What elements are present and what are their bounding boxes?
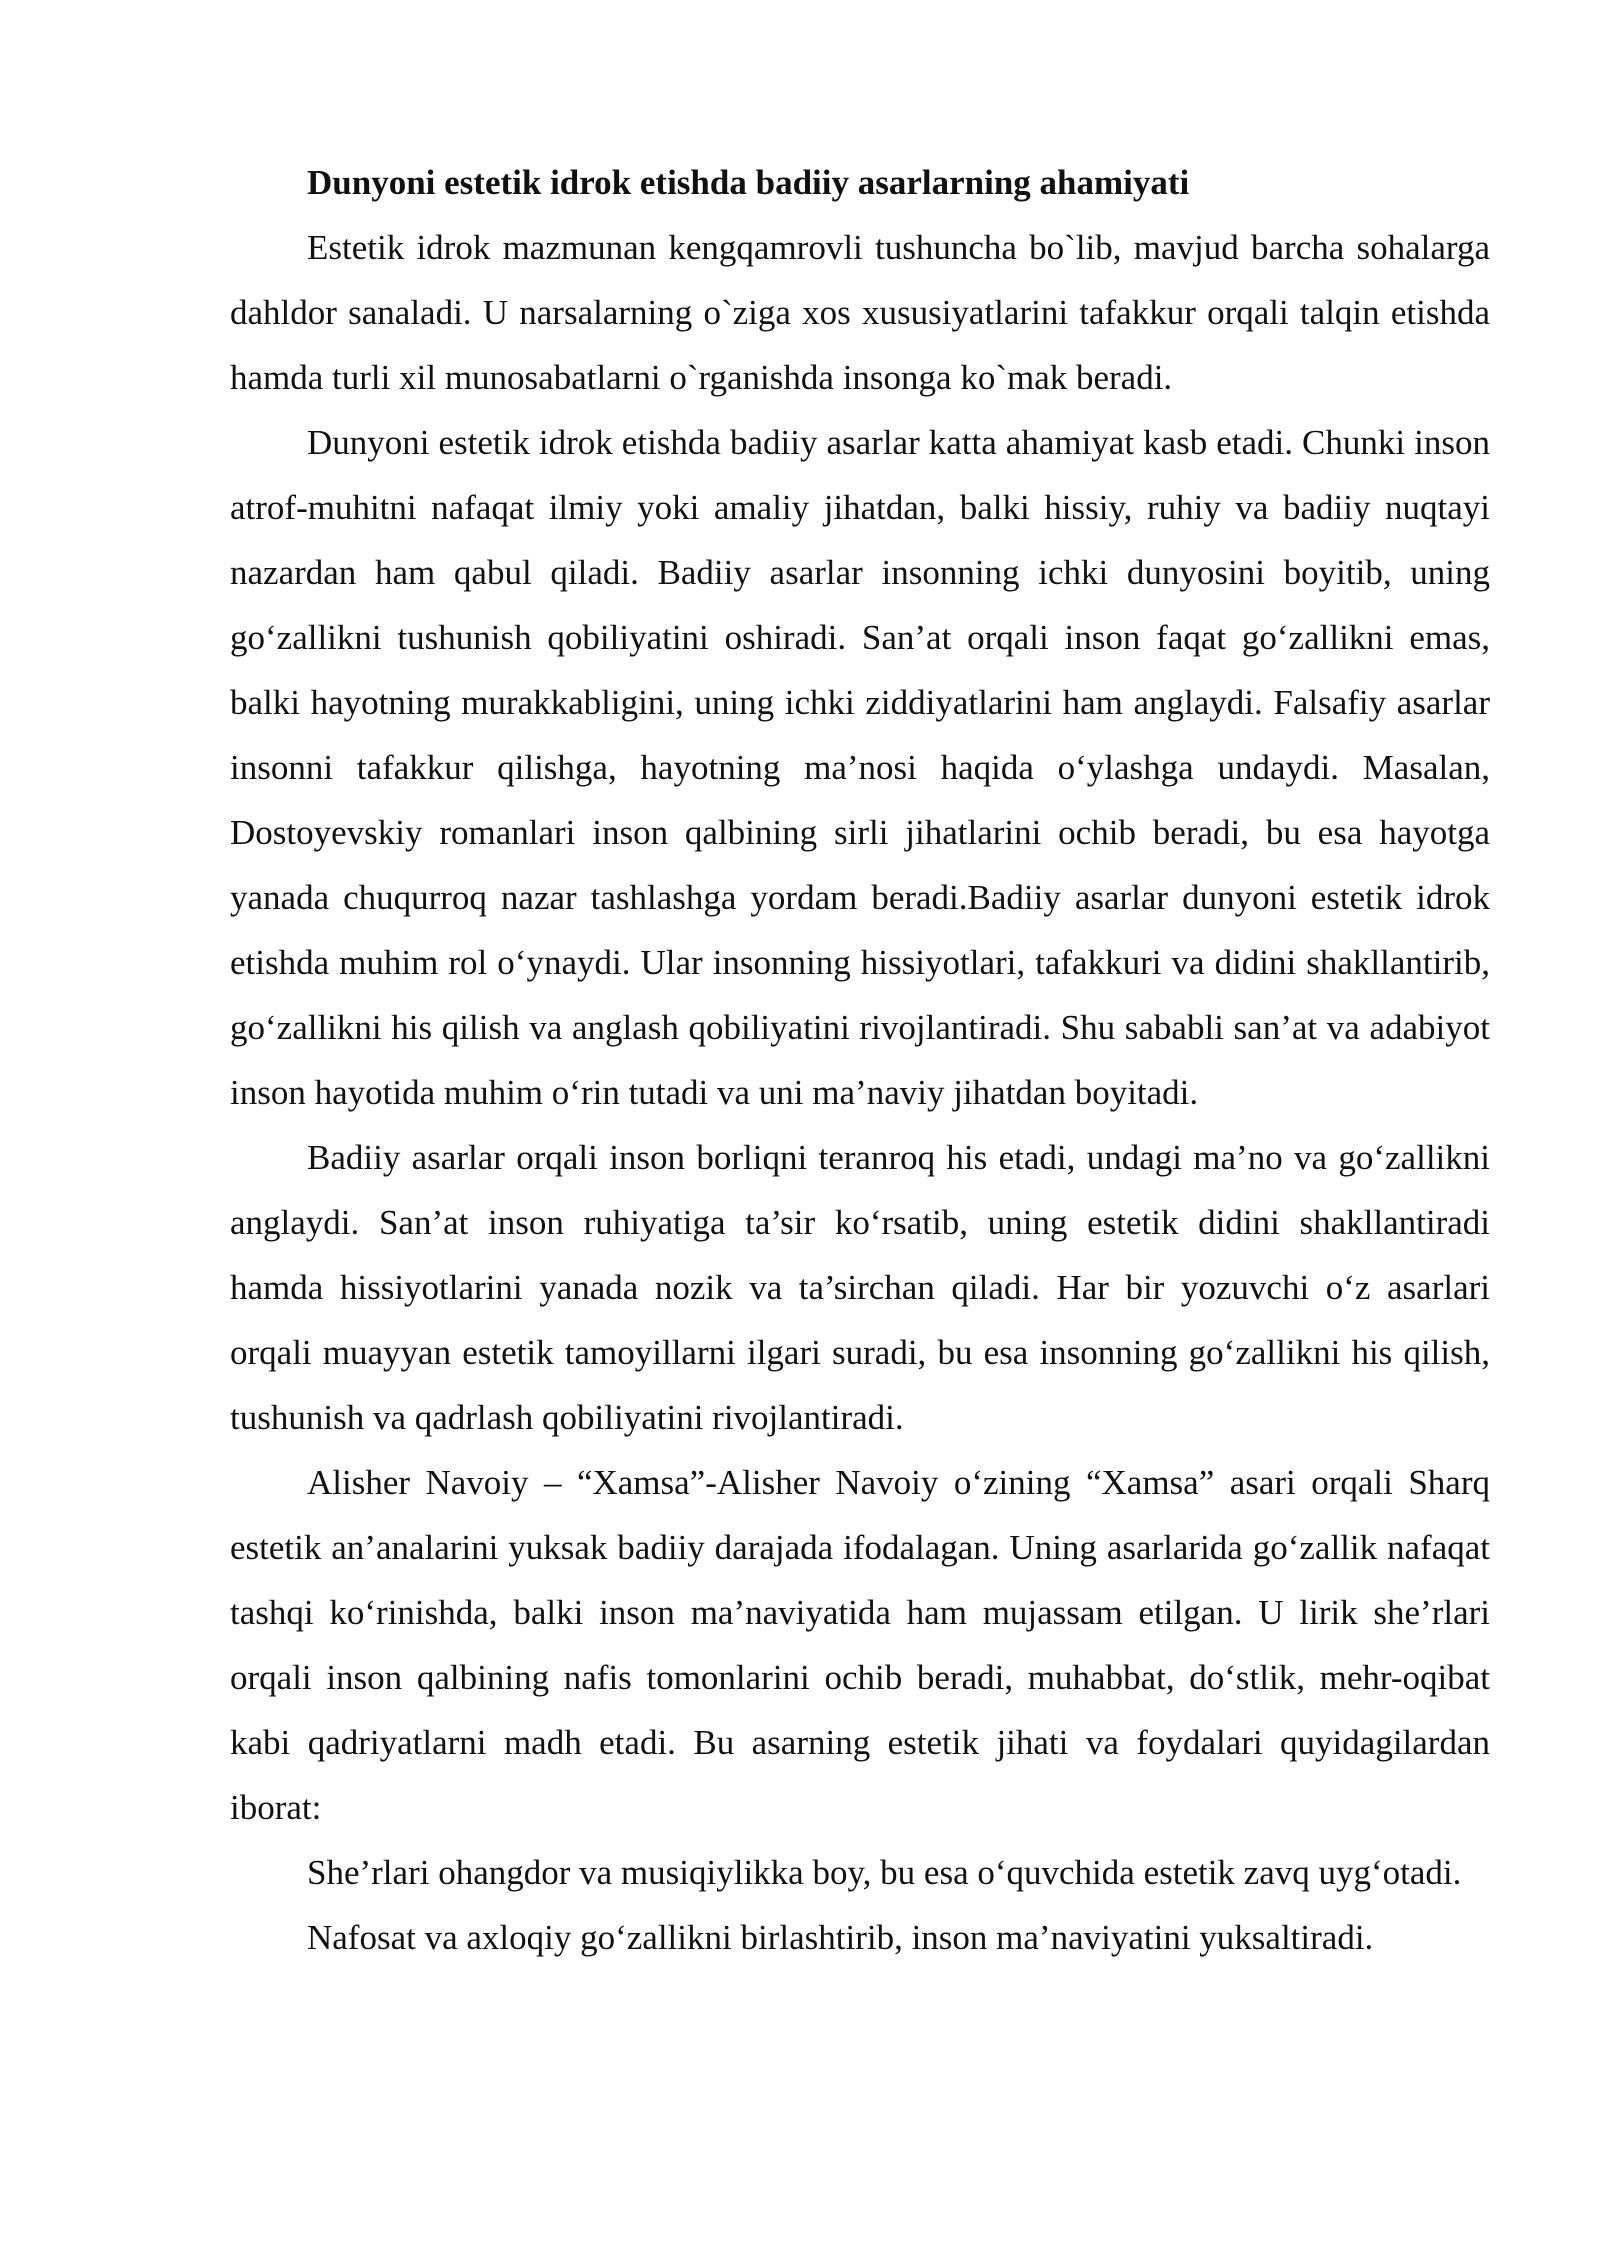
paragraph-badiiy-asarlar-ahamiyati: Dunyoni estetik idrok etishda badiiy asarlar katta ahamiyat kasb etadi. Chunki inson atrof-muhitni nafaqat ilmiy yoki amaliy jihatdan, balki hissiy, ruhiy va badiiy nuqtayi nazardan ham qabul qiladi. Badiiy asarlar insonning ichki dunyosini boyitib, uning go‘zallikni tushunish qobiliyatini oshiradi. San’at orqali inson faqat go‘zallikni emas, balki hayotning murakkabligini, uning ichki ziddiyatlarini ham anglaydi. Falsafiy asarlar insonni tafakkur qilishga, hayotning ma’nosi haqida o‘ylashga undaydi. Masalan, Dostoyevskiy romanlari inson qalbining sirli jihatlarini ochib beradi, bu esa hayotga yanada chuqurroq nazar tashlashga yordam beradi.Badiiy asarlar dunyoni estetik idrok etishda muhim rol o‘ynaydi. Ular insonning hissiyotlari, tafakkuri va didini shakllantirib, go‘zallikni his qilish va anglash qobiliyatini rivojlantiradi. Shu sababli san’at va adabiyot inson hayotida muhim o‘rin tutadi va uni ma’naviy jihatdan boyitadi. [230,423,1490,1112]
document-title: Dunyoni estetik idrok etishda badiiy asarlarning ahamiyati [307,163,1190,202]
paragraph-nafosat: Nafosat va axloqiy go‘zallikni birlashtirib, inson ma’naviyatini yuksaltiradi. [307,1918,1374,1957]
document-body [230,150,1490,1970]
paragraph-borliqni-his-etish: Badiiy asarlar orqali inson borliqni teranroq his etadi, undagi ma’no va go‘zallikni anglaydi. San’at inson ruhiyatiga ta’sir ko‘rsatib, uning estetik didini shakllantiradi hamda hissiyotlarini yanada nozik va ta’sirchan qiladi. Har bir yozuvchi o‘z asarlari orqali muayyan estetik tamoyillarni ilgari suradi, bu esa insonning go‘zallikni his qilish, tushunish va qadrlash qobiliyatini rivojlantiradi. [230,1138,1490,1437]
paragraph-estetik-idrok: Estetik idrok mazmunan kengqamrovli tushuncha bo`lib, mavjud barcha sohalarga dahldor sanaladi. U narsalarning o`ziga xos xususiyatlarini tafakkur orqali talqin etishda hamda turli xil munosabatlarni o`rganishda insonga ko`mak beradi. [230,228,1490,397]
paragraph-sherlari-ohangdor: She’rlari ohangdor va musiqiylikka boy, bu esa o‘quvchida estetik zavq uyg‘otadi. [307,1853,1462,1892]
paragraph-alisher-navoiy-xamsa: Alisher Navoiy – “Xamsa”-Alisher Navoiy o‘zining “Xamsa” asari orqali Sharq estetik an’analarini yuksak badiiy darajada ifodalagan. Uning asarlarida go‘zallik nafaqat tashqi ko‘rinishda, balki inson ma’naviyatida ham mujassam etilgan. U lirik she’rlari orqali inson qalbining nafis tomonlarini ochib beradi, muhabbat, do‘stlik, mehr-oqibat kabi qadriyatlarni madh etadi. Bu asarning estetik jihati va foydalari quyidagilardan iborat: [230,1463,1490,1827]
